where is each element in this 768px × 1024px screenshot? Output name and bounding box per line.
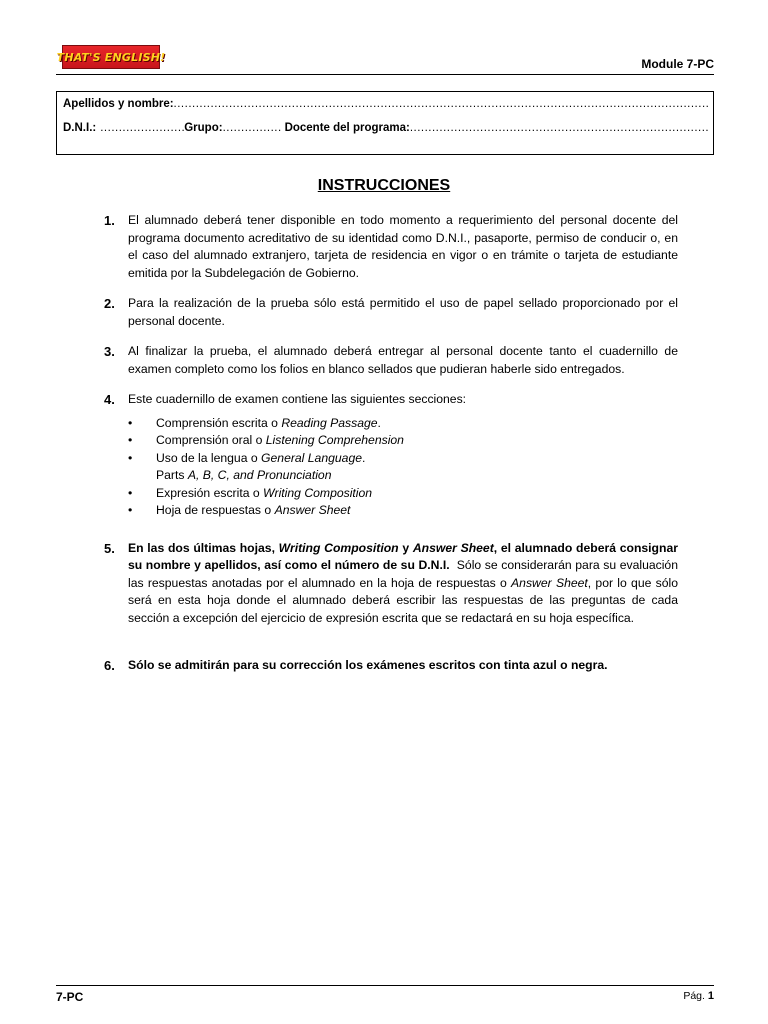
name-field[interactable] bbox=[174, 98, 709, 110]
teacher-field[interactable] bbox=[410, 122, 709, 134]
dni-label: D.N.I.: bbox=[63, 122, 97, 134]
item-text: Este cuadernillo de examen contiene las siguientes secciones: bbox=[128, 392, 467, 406]
teacher-label: Docente del programa: bbox=[284, 122, 410, 134]
bullet-icon: • bbox=[128, 433, 133, 447]
section-item: • Expresión escrita o Writing Composition bbox=[128, 485, 678, 503]
page-number: Pág. 1 bbox=[683, 990, 714, 1002]
item-number: 5. bbox=[104, 540, 115, 556]
item-text: Para la realización de la prueba sólo está permitido el uso de papel sellado proporcionado por el personal docente. bbox=[128, 296, 678, 328]
instruction-item bbox=[100, 391, 678, 520]
dni-field[interactable] bbox=[100, 122, 184, 134]
header-divider bbox=[56, 74, 714, 75]
dni-row bbox=[63, 122, 709, 146]
bullet-icon: • bbox=[128, 485, 133, 500]
item-text: El alumnado deberá tener disponible en todo momento a requerimiento del personal docente del programa documento acreditativo de su identidad como D.N.I., pasaporte, permiso de conducir o, en el caso del alumnado extranjero, tarjeta de residencia en vigor o en trámite o tarjeta de estudiante emitida por la Subdelegación de Gobierno. bbox=[128, 213, 678, 280]
section-item: • Comprensión escrita o Reading Passage. bbox=[128, 415, 678, 433]
bullet-icon: • bbox=[128, 450, 133, 465]
section-item: • Comprensión oral o Listening Comprehension bbox=[128, 432, 678, 450]
name-row bbox=[63, 98, 709, 122]
bullet-icon: • bbox=[128, 503, 133, 517]
footer-divider bbox=[56, 985, 714, 986]
instruction-item bbox=[100, 295, 678, 330]
item-number: 1. bbox=[104, 213, 115, 228]
instruction-item bbox=[100, 212, 678, 282]
section-item: • Uso de la lengua o General Language. Parts A, B, C, and Pronunciation bbox=[128, 450, 366, 482]
item-number: 6. bbox=[104, 658, 115, 673]
item-number: 3. bbox=[104, 344, 115, 359]
instruction-item: 5. En las dos últimas hojas, Writing Composition y Answer Sheet, el alumnado deberá consignar su nombre y apellidos, así como el número de su D.N.I. Sólo se considerarán para su evaluación las respuestas anotadas por el alumnado en la hoja de respuestas o Answer Sheet, por lo que sólo será en esta hoja donde el alumnado deberá escribir las respuestas de las preguntas de cada sección a excepción del ejercicio de expresión escrita que se redactará en su hoja específica. bbox=[104, 540, 682, 625]
item-text: Al finalizar la prueba, el alumnado deberá entregar al personal docente tanto el cuadernillo de examen completo como los folios en blanco sellados que pudieran haberle sido entregados. bbox=[128, 344, 678, 376]
instruction-item bbox=[100, 657, 678, 675]
logo-text: THAT'S ENGLISH! bbox=[56, 50, 166, 64]
instruction-item bbox=[100, 343, 678, 378]
identification-box bbox=[56, 91, 714, 155]
footer-code: 7-PC bbox=[56, 990, 84, 1004]
group-field[interactable] bbox=[223, 122, 281, 134]
section-item: • Hoja de respuestas o Answer Sheet bbox=[128, 502, 678, 520]
module-label: Module 7-PC bbox=[641, 57, 714, 71]
page-title: INSTRUCCIONES bbox=[317, 177, 451, 194]
sections-list bbox=[128, 415, 678, 520]
name-label: Apellidos y nombre: bbox=[63, 98, 174, 110]
instructions-list bbox=[100, 212, 682, 688]
thats-english-logo bbox=[56, 45, 166, 69]
item-number: 2. bbox=[104, 296, 115, 311]
group-label: Grupo: bbox=[184, 122, 223, 134]
item-text: Sólo se admitirán para su corrección los exámenes escritos con tinta azul o negra. bbox=[128, 658, 608, 672]
item-number: 4. bbox=[104, 392, 115, 407]
bullet-icon: • bbox=[128, 415, 133, 430]
